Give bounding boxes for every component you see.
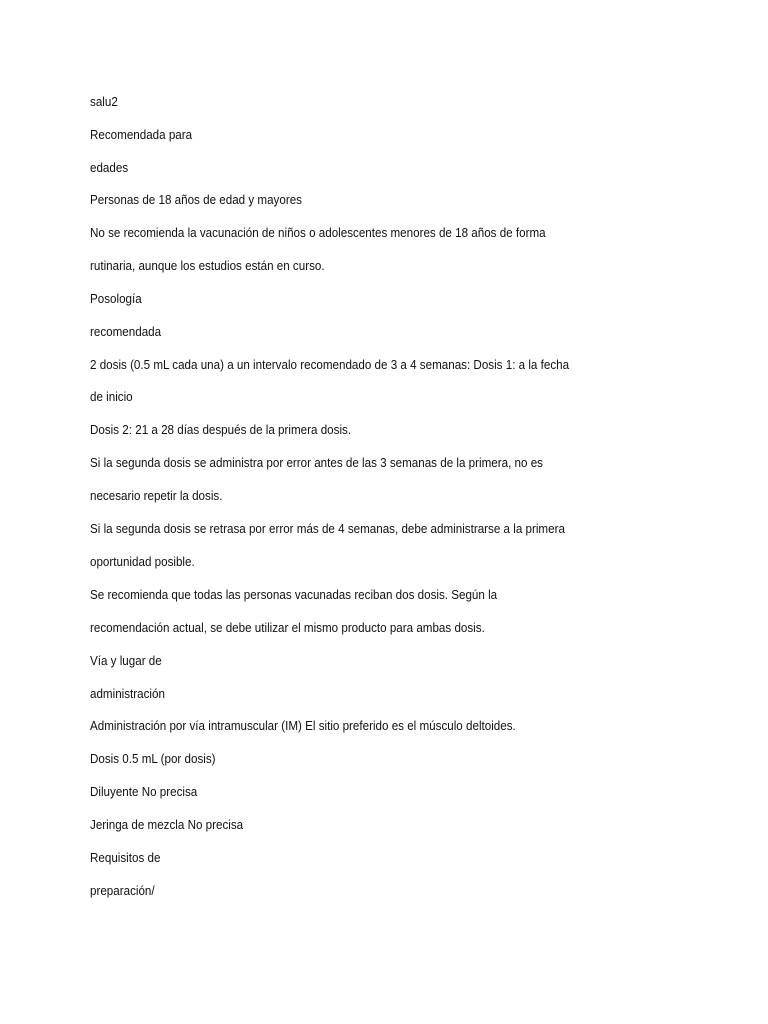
text-line: Si la segunda dosis se retrasa por error más de 4 semanas, debe administrarse a la primera	[90, 522, 565, 536]
text-line: Dosis 0.5 mL (por dosis)	[90, 752, 216, 766]
text-line: 2 dosis (0.5 mL cada una) a un intervalo recomendado de 3 a 4 semanas: Dosis 1: a la fecha	[90, 358, 570, 372]
text-line: administración	[90, 687, 165, 701]
text-line: Posología	[90, 292, 142, 306]
text-line: Requisitos de	[90, 851, 161, 865]
text-line: edades	[90, 161, 129, 175]
text-line: Administración por vía intramuscular (IM) El sitio preferido es el músculo deltoides.	[90, 719, 516, 733]
text-line: Vía y lugar de	[90, 654, 162, 668]
text-line: oportunidad posible.	[90, 555, 195, 569]
text-line: Diluyente No precisa	[90, 785, 198, 799]
text-line: Dosis 2: 21 a 28 días después de la primera dosis.	[90, 423, 352, 437]
text-line: salu2	[90, 95, 118, 109]
text-line: Recomendada para	[90, 128, 193, 142]
text-line: recomendada	[90, 325, 162, 339]
text-line: No se recomienda la vacunación de niños o adolescentes menores de 18 años de forma	[90, 226, 546, 240]
text-line: recomendación actual, se debe utilizar el mismo producto para ambas dosis.	[90, 621, 485, 635]
text-line: Jeringa de mezcla No precisa	[90, 818, 244, 832]
text-line: Personas de 18 años de edad y mayores	[90, 193, 302, 207]
text-line: necesario repetir la dosis.	[90, 489, 223, 503]
text-line: Se recomienda que todas las personas vacunadas reciban dos dosis. Según la	[90, 588, 498, 602]
text-line: rutinaria, aunque los estudios están en curso.	[90, 259, 325, 273]
text-line: preparación/	[90, 884, 155, 898]
text-line: de inicio	[90, 390, 133, 404]
text-line: Si la segunda dosis se administra por error antes de las 3 semanas de la primera, no es	[90, 456, 543, 470]
